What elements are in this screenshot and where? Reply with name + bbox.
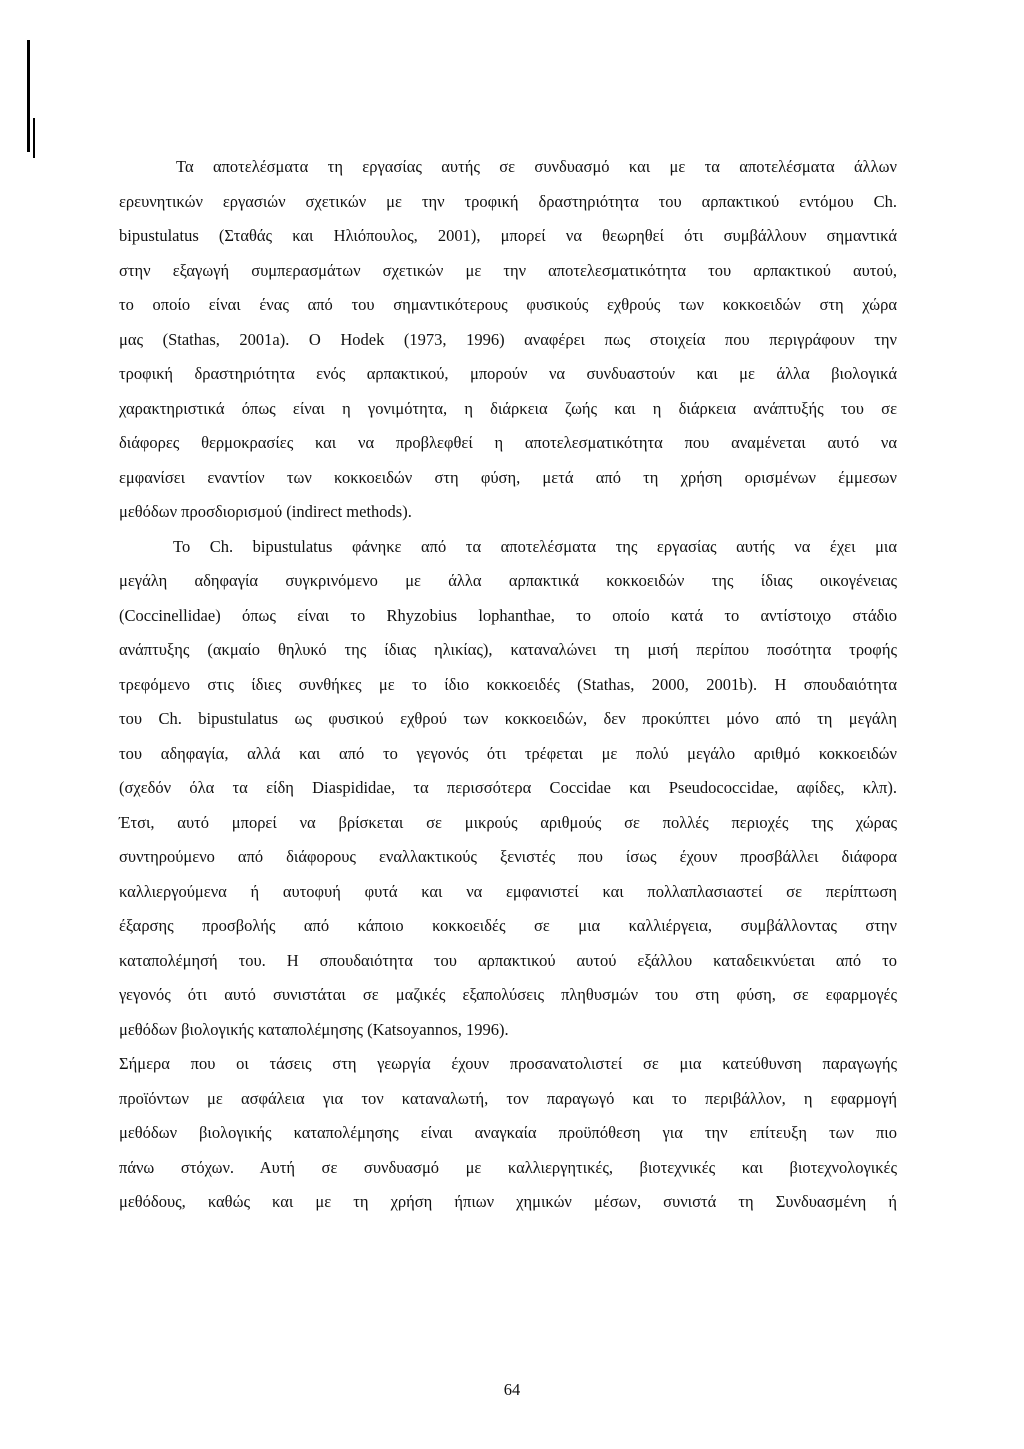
text-line: γεγονός ότι αυτό συνιστάται σε μαζικές εξαπολύσεις πληθυσμών του στη φύση, σε εφαρμογές	[119, 985, 897, 1004]
text-line: καταπολέμησή του. Η σπουδαιότητα του αρπακτικού αυτού εξάλλου καταδεικνύεται από το	[119, 950, 897, 970]
scan-edge-mark	[27, 40, 30, 152]
scan-edge-mark	[33, 118, 35, 158]
text-line: μεγάλη αδηφαγία συγκρινόμενο με άλλα αρπακτικά κοκκοειδών της ίδιας οικογένειας	[119, 571, 897, 590]
text-line: τρεφόμενο στις ίδιες συνθήκες με το ίδιο κοκκοειδές (Stathas, 2000, 2001b). Η σπουδαιότητα	[119, 674, 897, 694]
text-line: συντηρούμενο από διάφορους εναλλακτικούς ξενιστές που ίσως έχουν προσβάλλει διάφορα	[119, 847, 897, 866]
text-line: καλλιεργούμενα ή αυτοφυή φυτά και να εμφανιστεί και πολλαπλασιαστεί σε περίπτωση	[119, 881, 897, 901]
text-line: (σχεδόν όλα τα είδη Diaspididae, τα περισσότερα Coccidae και Pseudococcidae, αφίδες, κλπ).	[119, 778, 897, 797]
text-line: Σήμερα που οι τάσεις στη γεωργία έχουν προσανατολιστεί σε μια κατεύθυνση παραγωγής	[119, 1054, 897, 1073]
text-line: του Ch. bipustulatus ως φυσικού εχθρού των κοκκοειδών, δεν προκύπτει μόνο από τη μεγάλη	[119, 709, 897, 728]
document-body	[119, 150, 897, 1220]
text-line: προϊόντων με ασφάλεια για τον καταναλωτή, τον παραγωγό και το περιβάλλον, η εφαρμογή	[119, 1088, 897, 1108]
text-line: μας (Stathas, 2001a). Ο Hodek (1973, 1996) αναφέρει πως στοιχεία που περιγράφουν την	[119, 329, 897, 349]
text-line: το οποίο είναι ένας από του σημαντικότερους φυσικούς εχθρούς των κοκκοειδών στη χώρα	[119, 295, 897, 314]
text-line: μεθόδων προσδιορισμού (indirect methods).	[119, 502, 412, 521]
text-line: τροφική δραστηριότητα ενός αρπακτικού, μπορούν να συνδυαστούν και με άλλα βιολογικά	[119, 364, 897, 383]
text-line: εμφανίσει εναντίον των κοκκοειδών στη φύση, μετά από τη χρήση ορισμένων έμμεσων	[119, 467, 897, 487]
text-line: Έτσι, αυτό μπορεί να βρίσκεται σε μικρούς αριθμούς σε πολλές περιοχές της χώρας	[119, 812, 897, 832]
text-line: (Coccinellidae) όπως είναι το Rhyzobius lophanthae, το οποίο κατά το αντίστοιχο στάδιο	[119, 605, 897, 625]
text-line: bipustulatus (Σταθάς και Ηλιόπουλος, 2001), μπορεί να θεωρηθεί ότι συμβάλλουν σημαντικά	[119, 226, 897, 245]
text-line: πάνω στόχων. Αυτή σε συνδυασμό με καλλιεργητικές, βιοτεχνικές και βιοτεχνολογικές	[119, 1157, 897, 1177]
text-line: στην εξαγωγή συμπερασμάτων σχετικών με την αποτελεσματικότητα του αρπακτικού αυτού,	[119, 260, 897, 280]
text-line: διάφορες θερμοκρασίες και να προβλεφθεί η αποτελεσματικότητα που αναμένεται αυτό να	[119, 433, 897, 452]
text-line: ερευνητικών εργασιών σχετικών με την τροφική δραστηριότητα του αρπακτικού εντόμου Ch.	[119, 191, 897, 211]
text-line: μεθόδων βιολογικής καταπολέμησης είναι αναγκαία προϋπόθεση για την επίτευξη των πιο	[119, 1123, 897, 1142]
page-number: 64	[503, 1380, 521, 1399]
text-line: έξαρσης προσβολής από κάποιο κοκκοειδές σε μια καλλιέργεια, συμβάλλοντας στην	[119, 916, 897, 935]
text-line: χαρακτηριστικά όπως είναι η γονιμότητα, η διάρκεια ζωής και η διάρκεια ανάπτυξής του σε	[119, 398, 897, 418]
text-line: Το Ch. bipustulatus φάνηκε από τα αποτελέσματα της εργασίας αυτής να έχει μια	[173, 536, 897, 556]
text-line: του αδηφαγία, αλλά και από το γεγονός ότι τρέφεται με πολύ μεγάλο αριθμό κοκκοειδών	[119, 743, 897, 763]
text-line: μεθόδων βιολογικής καταπολέμησης (Katsoyannos, 1996).	[119, 1019, 509, 1039]
text-line: ανάπτυξης (ακμαίο θηλυκό της ίδιας ηλικίας), καταναλώνει τη μισή περίπου ποσότητα τροφής	[119, 640, 897, 659]
text-line: Τα αποτελέσματα τη εργασίας αυτής σε συνδυασμό και με τα αποτελέσματα άλλων	[176, 157, 897, 176]
text-line: μεθόδους, καθώς και με τη χρήση ήπιων χημικών μέσων, συνιστά τη Συνδυασμένη ή	[119, 1192, 897, 1211]
